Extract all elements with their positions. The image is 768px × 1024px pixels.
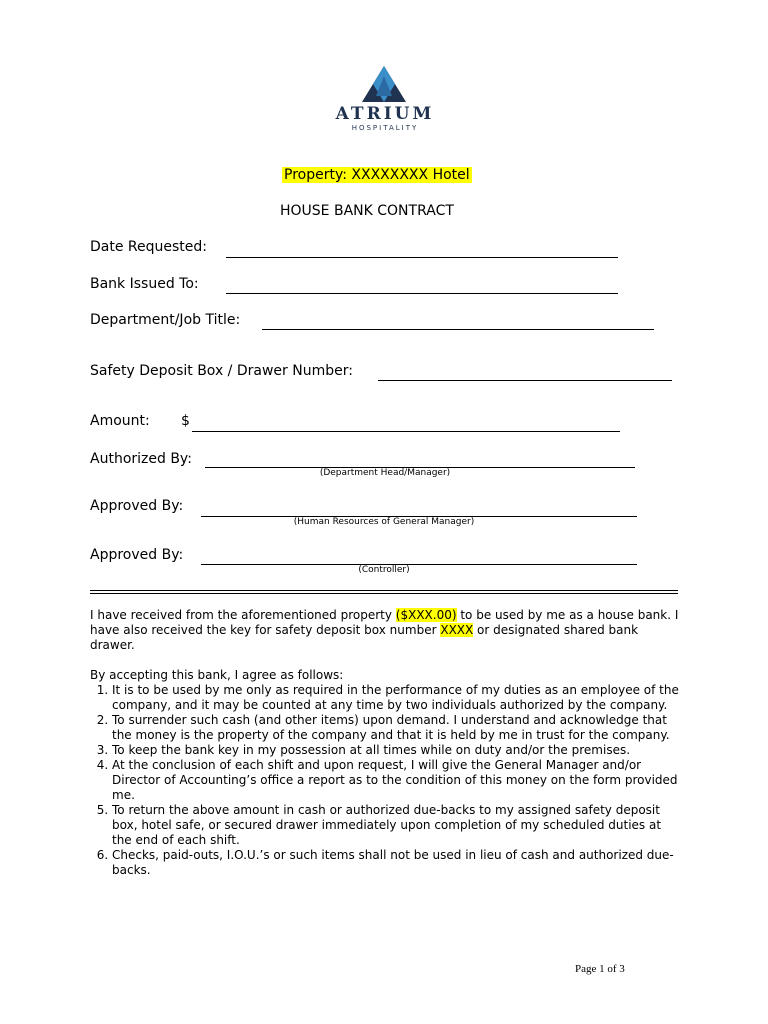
term-item: 1. It is to be used by me only as required in the performance of my duties as an employee of the company, and it may be counted at any time by two individuals authorized by the company. xyxy=(112,683,680,713)
approved-by-hr-note: (Human Resources of General Manager) xyxy=(293,517,475,527)
terms-list-container xyxy=(90,683,680,878)
term-item: 6. Checks, paid-outs, I.O.U.’s or such items shall not be used in lieu of cash and authorized due-backs. xyxy=(112,848,680,878)
approved-by-controller-label: Approved By: xyxy=(90,547,184,563)
receipt-amount-highlight: ($XXX.00) xyxy=(395,608,457,622)
date-requested-label: Date Requested: xyxy=(90,239,207,255)
amount-line[interactable] xyxy=(192,431,620,432)
term-item: 3. To keep the bank key in my possession at all times while on duty and/or the premises. xyxy=(112,743,680,758)
property-label: Property: XXXXXXXX Hotel xyxy=(284,167,470,183)
logo-tagline: HOSPITALITY xyxy=(351,124,419,132)
authorized-by-note: (Department Head/Manager) xyxy=(319,468,451,478)
bank-issued-to-line[interactable] xyxy=(226,293,618,294)
amount-label: Amount: xyxy=(90,413,150,429)
date-requested-line[interactable] xyxy=(226,257,618,258)
receipt-text-2: to be used by me as a house bank. I have also received the key for safety deposit box number xyxy=(90,608,679,637)
authorized-by-label: Authorized By: xyxy=(90,451,192,467)
receipt-paragraph xyxy=(90,608,680,653)
approved-by-hr-label: Approved By: xyxy=(90,498,184,514)
term-item: 4. At the conclusion of each shift and upon request, I will give the General Manager and/or Director of Accounting’s office a report as to the condition of this money on the form provided me. xyxy=(112,758,680,803)
receipt-text-1: I have received from the aforementioned property xyxy=(90,608,396,622)
safety-deposit-line[interactable] xyxy=(378,380,672,381)
approved-by-controller-note: (Controller) xyxy=(358,565,410,575)
atrium-logo-icon xyxy=(362,66,406,104)
page-title: HOUSE BANK CONTRACT xyxy=(280,203,454,219)
logo-wordmark: ATRIUM xyxy=(335,104,435,124)
department-job-title-line[interactable] xyxy=(262,329,654,330)
divider-bottom xyxy=(90,593,678,594)
amount-currency: $ xyxy=(181,413,190,429)
receipt-box-highlight: XXXX xyxy=(440,623,474,637)
divider-top xyxy=(90,590,678,591)
safety-deposit-label: Safety Deposit Box / Drawer Number: xyxy=(90,363,353,379)
receipt-text-3: or designated shared bank drawer. xyxy=(90,623,639,652)
term-item: 5. To return the above amount in cash or authorized due-backs to my assigned safety deposit box, hotel safe, or secured drawer immediately upon completion of my scheduled duties at the end of each shift. xyxy=(112,803,680,848)
agreement-intro: By accepting this bank, I agree as follows: xyxy=(90,668,344,682)
term-item: 2. To surrender such cash (and other items) upon demand. I understand and acknowledge that the money is the property of the company and that it is held by me in trust for the company. xyxy=(112,713,680,743)
department-job-title-label: Department/Job Title: xyxy=(90,312,241,328)
page-number: Page 1 of 3 xyxy=(575,963,625,975)
bank-issued-to-label: Bank Issued To: xyxy=(90,276,199,292)
terms-list xyxy=(90,683,680,878)
